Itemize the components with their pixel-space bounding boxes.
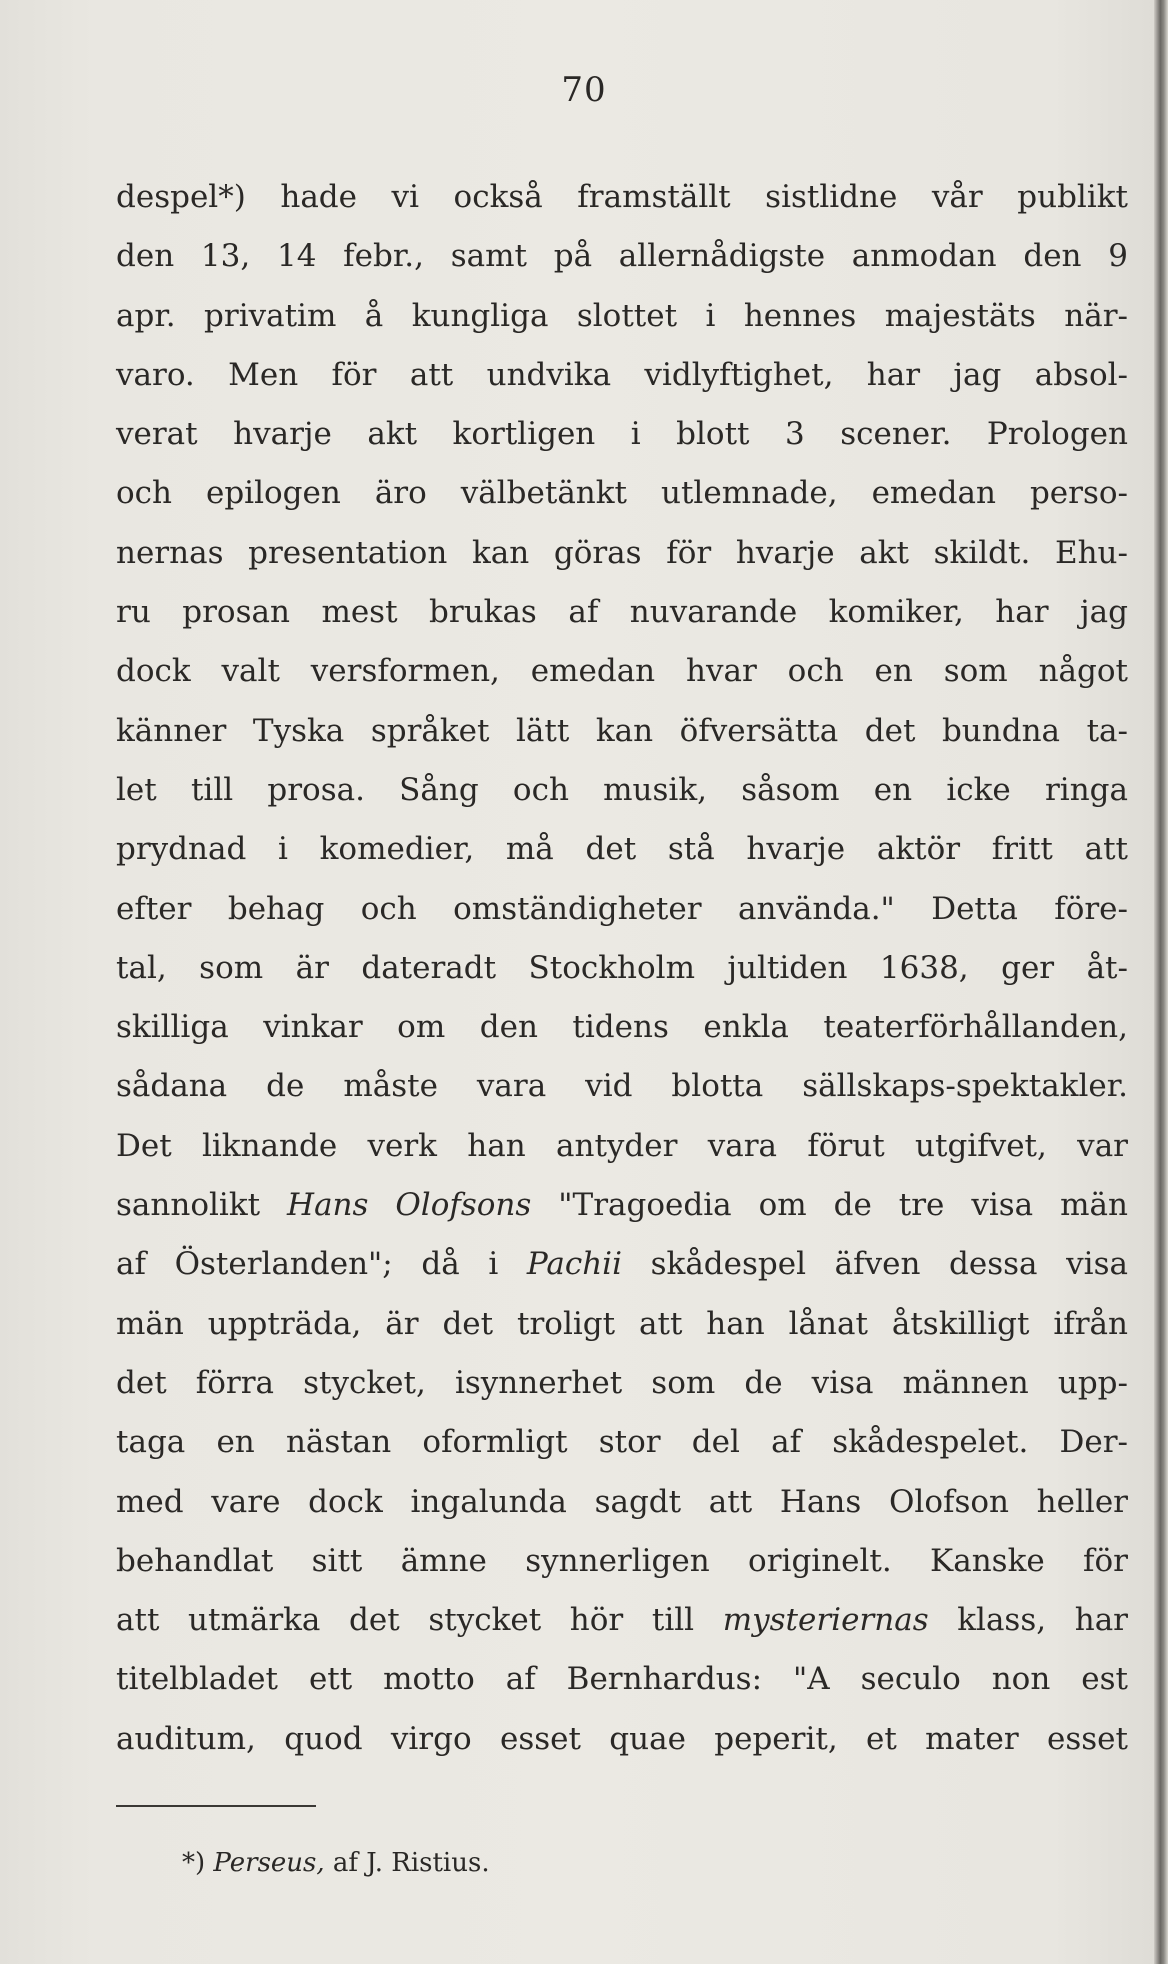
text-segment: skådespel äfven dessa visa: [622, 1246, 1128, 1283]
italic-name: Hans Olofsons: [287, 1187, 532, 1224]
text-line: behandlat sitt ämne synnerligen originelt. Kanske för: [116, 1542, 1128, 1579]
text-line: verat hvarje akt kortligen i blott 3 scener. Prologen: [116, 416, 1128, 453]
text-segment: klass, har: [928, 1602, 1128, 1639]
text-line: och epilogen äro välbetänkt utlemnade, emedan perso-: [116, 475, 1128, 512]
text-segment: af Österlanden"; då i: [116, 1246, 527, 1283]
body-text: [116, 168, 1128, 1769]
text-line: känner Tyska språket lätt kan öfversätta det bundna ta-: [116, 712, 1128, 749]
footnote-rule: [116, 1805, 316, 1807]
text-line: det förra stycket, isynnerhet som de visa männen upp-: [116, 1364, 1128, 1401]
text-line: taga en nästan oformligt stor del af skådespelet. Der-: [116, 1424, 1128, 1461]
text-line: [116, 1176, 1128, 1235]
text-line: dock valt versformen, emedan hvar och en som något: [116, 653, 1128, 690]
text-line: skilliga vinkar om den tidens enkla teaterförhållanden,: [116, 1009, 1128, 1046]
text-line: ru prosan mest brukas af nuvarande komiker, har jag: [116, 594, 1128, 631]
text-line: med vare dock ingalunda sagdt att Hans Olofson heller: [116, 1483, 1128, 1520]
text-line: sådana de måste vara vid blotta sällskaps-spektakler.: [116, 1068, 1128, 1105]
page-number: 70: [561, 70, 607, 110]
text-line: män uppträda, är det troligt att han lånat åtskilligt ifrån: [116, 1305, 1128, 1342]
text-line: nernas presentation kan göras för hvarje akt skildt. Ehu-: [116, 534, 1128, 571]
italic-name: Pachii: [526, 1246, 622, 1283]
text-segment: sannolikt: [116, 1187, 288, 1224]
text-line: Det liknande verk han antyder vara förut utgifvet, var: [116, 1127, 1128, 1164]
footnote-author: af J. Ristius.: [324, 1848, 490, 1878]
text-line: [116, 1591, 1128, 1650]
page-edge-shadow: [1154, 0, 1168, 1964]
text-line: efter behag och omständigheter använda." Detta före-: [116, 890, 1128, 927]
footnote-title: Perseus,: [213, 1848, 325, 1878]
text-line: auditum, quod virgo esset quae peperit, et mater esset: [116, 1720, 1128, 1757]
footnote: [182, 1848, 490, 1878]
text-line: den 13, 14 febr., samt på allernådigste anmodan den 9: [116, 238, 1128, 275]
text-line: prydnad i komedier, må det stå hvarje aktör fritt att: [116, 831, 1128, 868]
text-line: despel*) hade vi också framställt sistlidne vår publikt: [116, 179, 1128, 215]
text-line: let till prosa. Sång och musik, såsom en icke ringa: [116, 771, 1128, 808]
text-line: varo. Men för att undvika vidlyftighet, har jag absol-: [116, 356, 1128, 393]
text-segment: att utmärka det stycket hör till: [116, 1602, 723, 1639]
italic-word: mysteriernas: [722, 1602, 929, 1639]
footnote-marker: *): [182, 1848, 206, 1878]
text-line: tal, som är dateradt Stockholm jultiden 1638, ger åt-: [116, 949, 1128, 986]
text-line: apr. privatim å kungliga slottet i hennes majestäts när-: [116, 297, 1128, 334]
text-segment: "Tragoedia om de tre visa män: [531, 1187, 1128, 1224]
text-line: [116, 1235, 1128, 1294]
text-line: titelbladet ett motto af Bernhardus: "A seculo non est: [116, 1661, 1128, 1698]
